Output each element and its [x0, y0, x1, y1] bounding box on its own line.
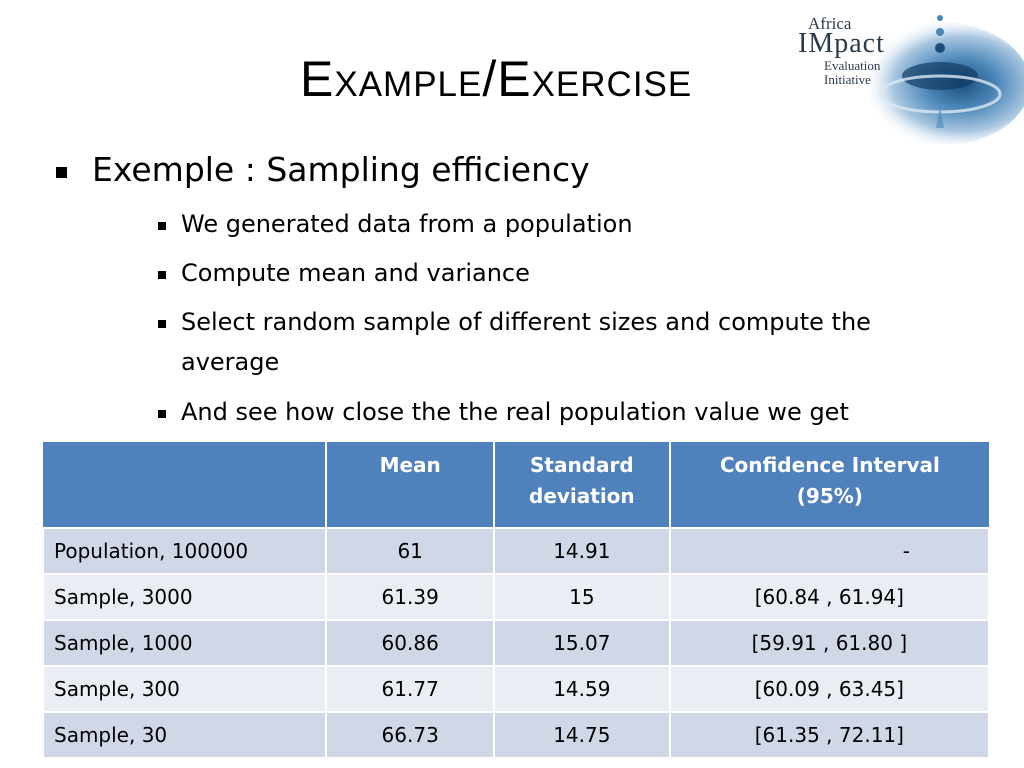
sampling-results-table [42, 442, 990, 759]
mean-cell: 61.39 [326, 574, 494, 620]
square-bullet-icon [56, 167, 67, 178]
sd-cell: 14.59 [494, 666, 670, 712]
logo-text-line1: Africa [808, 14, 852, 33]
sd-cell: 15.07 [494, 620, 670, 666]
logo-text-line4: Initiative [824, 72, 871, 87]
row-label: Sample, 3000 [43, 574, 326, 620]
table-row [43, 712, 989, 758]
table-row [43, 666, 989, 712]
table-header-row [43, 442, 989, 528]
mean-cell: 61.77 [326, 666, 494, 712]
row-label: Sample, 30 [43, 712, 326, 758]
square-bullet-icon [158, 271, 166, 279]
bullet-sub-continuation [181, 348, 279, 376]
mean-cell: 60.86 [326, 620, 494, 666]
logo-text-line2: IMpact [798, 28, 885, 59]
table-row [43, 528, 989, 574]
row-label: Sample, 1000 [43, 620, 326, 666]
square-bullet-icon [158, 410, 166, 418]
row-label: Population, 100000 [43, 528, 326, 574]
table-row [43, 620, 989, 666]
row-label: Sample, 300 [43, 666, 326, 712]
ci-cell: - [670, 528, 989, 574]
sd-cell: 15 [494, 574, 670, 620]
ci-cell: [60.09 , 63.45] [670, 666, 989, 712]
mean-cell: 66.73 [326, 712, 494, 758]
bullet-sub [181, 259, 530, 287]
header-mean: Mean [326, 442, 494, 528]
logo-text-line3: Evaluation [824, 58, 881, 73]
bullet-sub [181, 308, 871, 336]
bullet-sub-text: We generated data from a population [181, 210, 633, 238]
bullet-main [92, 150, 590, 189]
bullet-main-text: Exemple : Sampling efficiency [92, 150, 590, 189]
square-bullet-icon [158, 222, 166, 230]
bullet-sub [181, 210, 633, 238]
bullet-sub-text: Compute mean and variance [181, 259, 530, 287]
header-empty [43, 442, 326, 528]
slide-title: Example/Exercise [300, 51, 693, 107]
bullet-sub-text: And see how close the the real population value we get [181, 398, 849, 426]
table-row [43, 574, 989, 620]
africa-impact-logo [790, 6, 1024, 144]
ci-cell: [60.84 , 61.94] [670, 574, 989, 620]
ci-cell: [61.35 , 72.11] [670, 712, 989, 758]
sd-cell: 14.91 [494, 528, 670, 574]
header-confidence-interval: Confidence Interval (95%) [670, 442, 989, 528]
bullet-sub-text: Select random sample of different sizes and compute the [181, 308, 871, 336]
mean-cell: 61 [326, 528, 494, 574]
bullet-sub-text: average [181, 348, 280, 376]
square-bullet-icon [158, 320, 166, 328]
header-std-dev: Standard deviation [494, 442, 670, 528]
bullet-sub [181, 398, 849, 426]
sd-cell: 14.75 [494, 712, 670, 758]
ci-cell: [59.91 , 61.80 ] [670, 620, 989, 666]
